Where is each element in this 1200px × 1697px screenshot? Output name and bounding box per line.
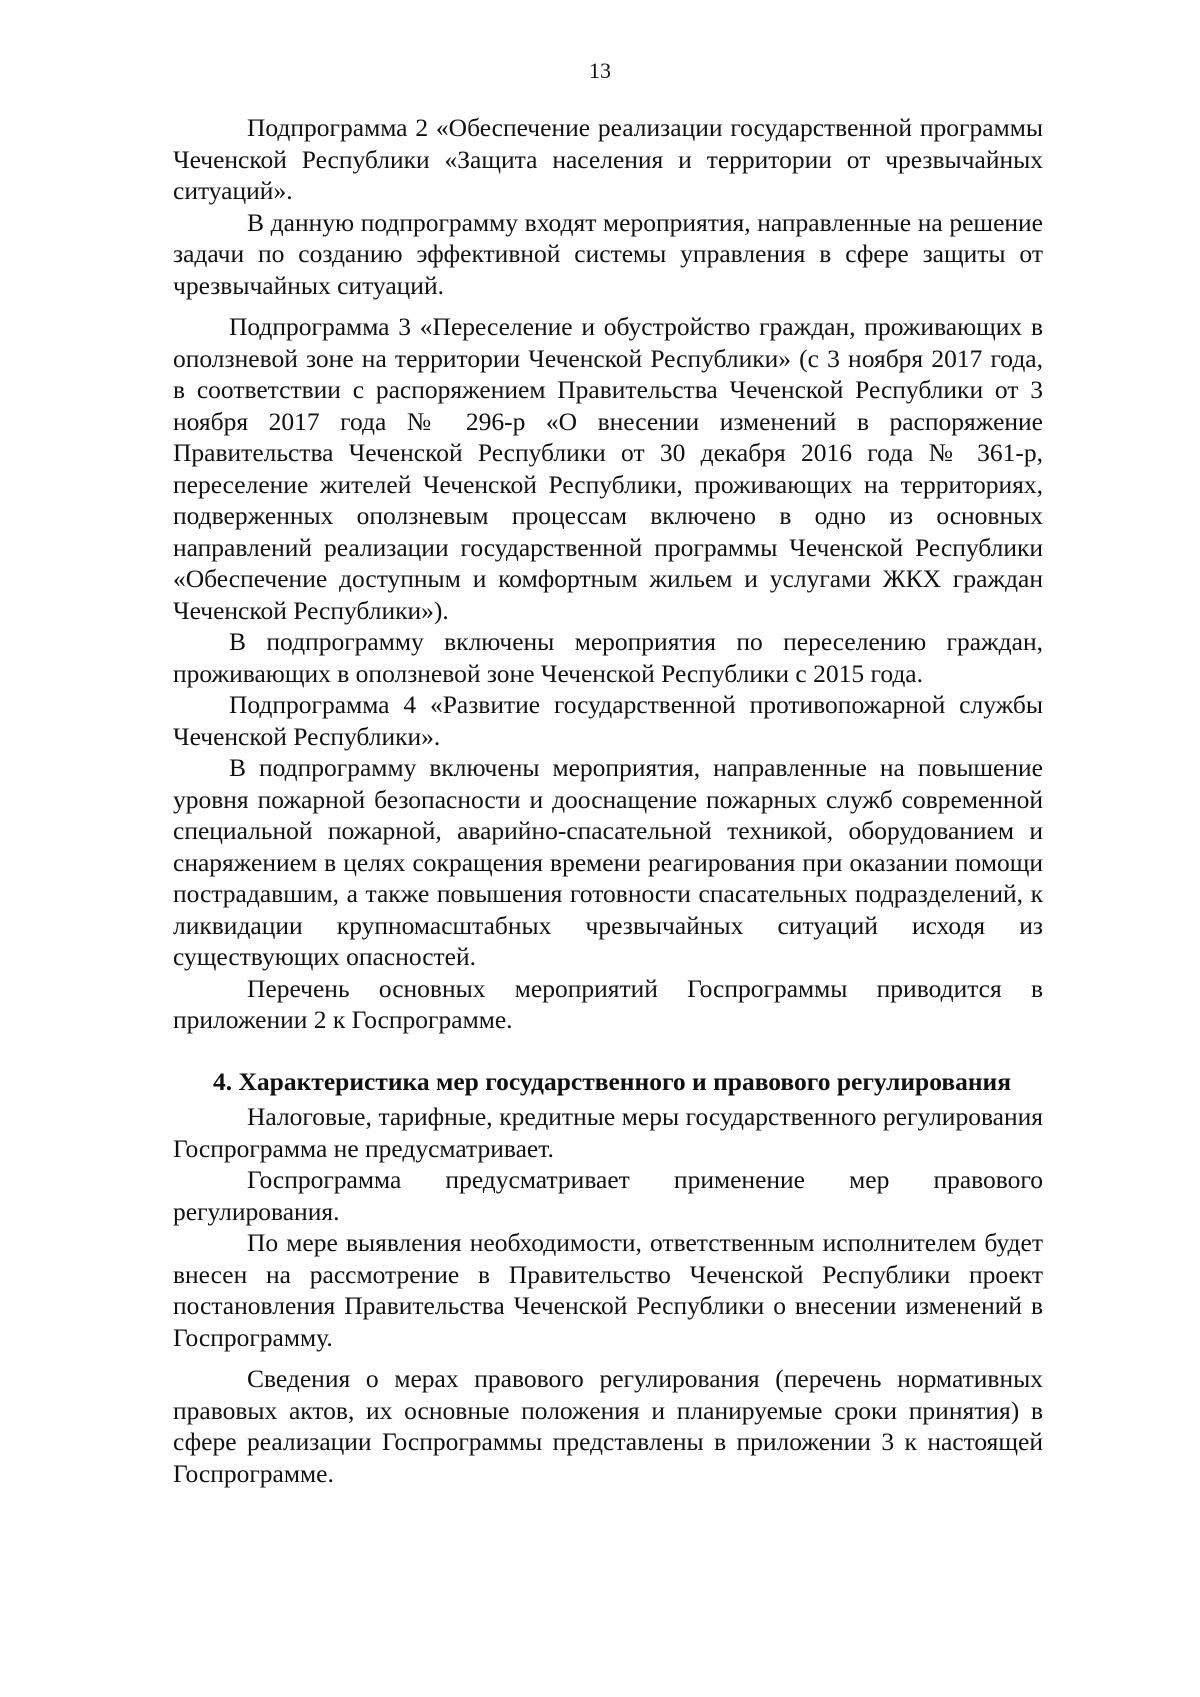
page-number: 13 [589,58,611,83]
paragraph-amendments: По мере выявления необходимости, ответственным исполнителем будет внесен на рассмотрение в Правительство Чеченской Республики проект постановления Правительства Чеченской Республики о внесении изменений в Госпрограмму. [173,1228,1043,1352]
paragraph-subprogram-3: Подпрограмма 3 «Переселение и обустройство граждан, проживающих в оползневой зоне на территории Чеченской Республики» (с 3 ноября 2017 года, в соответствии с распоряжением Правительства Чеченской Республики от 3 ноября 2017 года № 296-р «О внесении изменений в распоряжение Правительства Чеченской Республики от 30 декабря 2016 года № 361-р, переселение жителей Чеченской Республики, проживающих на территориях, подверженных оползневым процессам включено в одно из основных направлений реализации государственной программы Чеченской Республики «Обеспечение доступным и комфортным жильем и услугами ЖКХ граждан Чеченской Республики»). [173,312,1043,625]
paragraph-subprogram-2: Подпрограмма 2 «Обеспечение реализации государственной программы Чеченской Республики «Защита населения и территории от чрезвычайных ситуаций». [173,113,1043,205]
paragraph-subprogram-3-description: В подпрограмму включены мероприятия по переселению граждан, проживающих в оползневой зоне Чеченской Республики с 2015 года. [173,627,1043,688]
paragraph-legal-acts-info: Сведения о мерах правового регулирования (перечень нормативных правовых актов, их основные положения и планируемые сроки принятия) в сфере реализации Госпрограммы представлены в приложении 3 к настоящей Госпрограмме. [173,1364,1043,1488]
paragraph-main-activities-list: Перечень основных мероприятий Госпрограммы приводится в приложении 2 к Госпрограмме. [173,973,1043,1034]
paragraph-subprogram-2-description: В данную подпрограмму входят мероприятия, направленные на решение задачи по созданию эффективной системы управления в сфере защиты от чрезвычайных ситуаций. [173,207,1043,300]
paragraph-tax-measures: Налоговые, тарифные, кредитные меры государственного регулирования Госпрограмма не предусматривает. [173,1102,1043,1163]
section-heading-regulation: 4. Характеристика мер государственного и правового регулирования [213,1066,1012,1096]
paragraph-subprogram-4: Подпрограмма 4 «Развитие государственной противопожарной службы Чеченской Республики». [173,690,1043,751]
paragraph-legal-regulation: Госпрограмма предусматривает применение мер правового регулирования. [173,1165,1043,1226]
paragraph-subprogram-4-description: В подпрограмму включены мероприятия, направленные на повышение уровня пожарной безопасности и дооснащение пожарных служб современной специальной пожарной, аварийно-спасательной техникой, оборудованием и снаряжением в целях сокращения времени реагирования при оказании помощи пострадавшим, а также повышения готовности спасательных подразделений, к ликвидации крупномасштабных чрезвычайных ситуаций исходя из существующих опасностей. [173,753,1043,971]
document-body [173,112,1043,1489]
